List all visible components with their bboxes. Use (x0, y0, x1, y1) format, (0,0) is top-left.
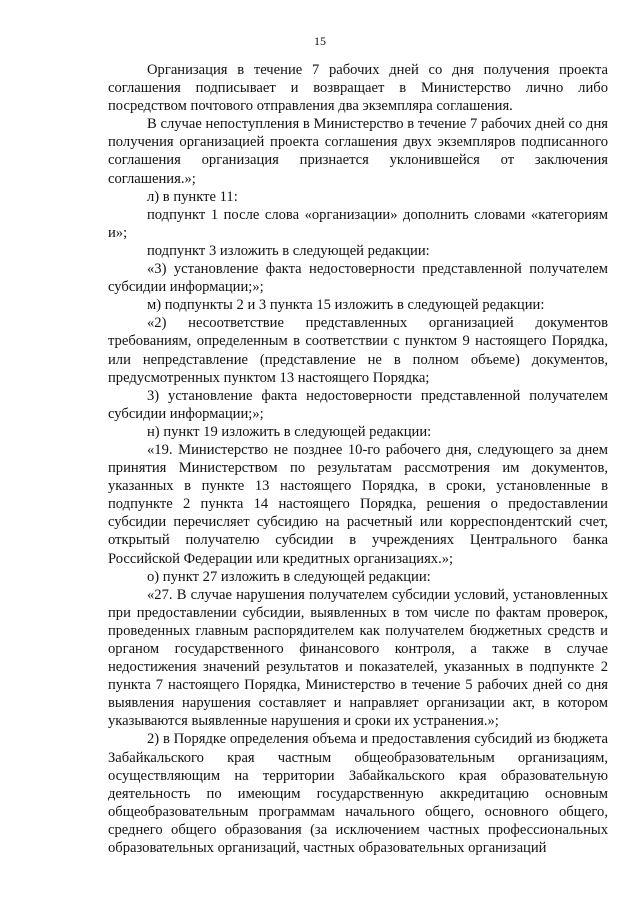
paragraph-quote-19: «19. Министерство не позднее 10-го рабочего дня, следующего за днем принятия Министерством по результатам рассмотрения им документов, указанных в пункте 13 настоящего Порядка, в сроки, установленные в подпункте 2 пункта 14 настоящего Порядка, решения о предоставлении субсидии перечисляет субсидию на расчетный или корреспондентский счет, открытый получателю субсидии в учреждениях Центрального банка Российской Федерации или кредитных организациях.»; (108, 441, 608, 567)
paragraph-item-2: 2) в Порядке определения объема и предоставления субсидий из бюджета Забайкальского края частным общеобразовательным организациям, осуществляющим на территории Забайкальского края образовательную деятельность по имеющим государственную аккредитацию основным общеобразовательным программам начального общего, основного общего, среднего общего образования (за исключением частных профессиональных образовательных организаций, частных образовательных организаций (108, 731, 608, 857)
paragraph-item-n: н) пункт 19 изложить в следующей редакции: (147, 423, 432, 440)
paragraph-item-l: л) в пункте 11: (147, 188, 238, 205)
paragraph-quote-3: «3) установление факта недостоверности представленной получателем субсидии информации;»; (108, 261, 608, 296)
paragraph-item-m: м) подпункты 2 и 3 пункта 15 изложить в следующей редакции: (147, 297, 545, 314)
paragraph-subitem-3: подпункт 3 изложить в следующей редакции: (147, 242, 430, 259)
paragraph-agreement-evasion: В случае непоступления в Министерство в течение 7 рабочих дней со дня получения организацией проекта соглашения двух экземпляров подписанного соглашения организация признается уклонившейся от заключения соглашения.»; (108, 116, 608, 187)
paragraph-subitem-1: подпункт 1 после слова «организации» дополнить словами «категориям и»; (108, 206, 608, 241)
paragraph-3-info: 3) установление факта недостоверности представленной получателем субсидии информации;»; (108, 387, 608, 422)
document-body (108, 61, 608, 857)
paragraph-agreement-signing: Организация в течение 7 рабочих дней со дня получения проекта соглашения подписывает и возвращает в Министерство лично либо посредством почтового отправления два экземпляра соглашения. (108, 62, 608, 115)
page-number: 15 (314, 34, 326, 48)
paragraph-quote-2: «2) несоответствие представленных организацией документов требованиям, определенным в соответствии с пунктом 9 настоящего Порядка, или непредставление (представление не в полном объеме) документов, предусмотренных пунктом 13 настоящего Порядка; (108, 315, 608, 386)
paragraph-item-o: о) пункт 27 изложить в следующей редакции: (147, 568, 431, 585)
paragraph-quote-27: «27. В случае нарушения получателем субсидии условий, установленных при предоставлении субсидии, выявленных в том числе по фактам проверок, проведенных главным распорядителем как получателем бюджетных средств и органом государственного финансового контроля, а также в случае недостижения значений результатов и показателей, указанных в подпункте 2 пункта 7 настоящего Порядка, Министерство в течение 5 рабочих дней со дня выявления нарушения составляет и направляет организации акт, в котором указываются выявленные нарушения и сроки их устранения.»; (108, 586, 608, 730)
